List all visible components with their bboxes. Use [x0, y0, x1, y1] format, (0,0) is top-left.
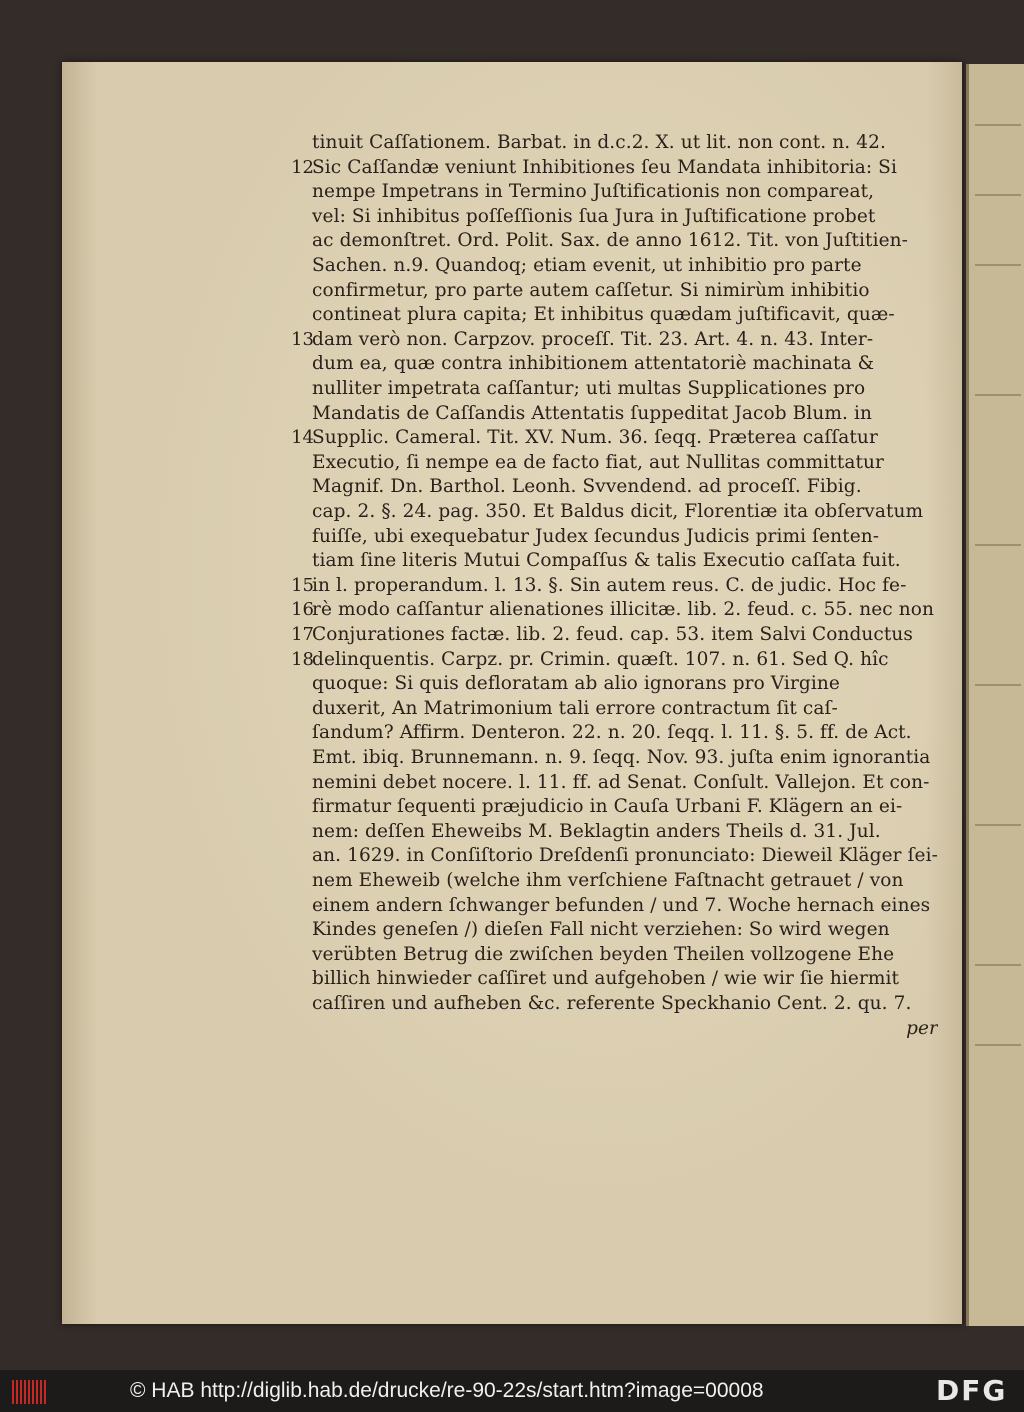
text-line: nempe Impetrans in Termino Juſtificationis non compareat,	[312, 181, 875, 203]
margin-number: 12	[291, 156, 314, 178]
margin-number: 13	[291, 328, 314, 350]
footer-bar	[0, 1370, 1024, 1412]
book-page	[62, 62, 962, 1324]
margin-number: 14	[291, 427, 314, 449]
text-line: Executio, ſi nempe ea de facto fiat, aut Nullitas committatur	[312, 451, 884, 473]
dfg-logo: DFG	[936, 1374, 1008, 1407]
text-line: einem andern ſchwanger befunden / und 7. Woche hernach eines	[312, 894, 931, 916]
text-line: ac demonſtret. Ord. Polit. Sax. de anno 1612. Tit. von Juſtitien-	[312, 230, 909, 252]
text-line: Emt. ibiq. Brunnemann. n. 9. ſeqq. Nov. 93. juſta enim ignorantia	[312, 747, 931, 768]
text-line: nemini debet nocere. l. 11. ff. ad Senat. Conſult. Vallejon. Et con-	[312, 771, 930, 793]
text-line: ſandum? Affirm. Denteron. 22. n. 20. ſeqq. l. 11. §. 5. ff. de Act.	[312, 722, 912, 744]
text-line: Kindes geneſen /) dieſen Fall nicht verziehen: So wird wegen	[312, 919, 890, 941]
text-line: tinuit Caſſationem. Barbat. in d.c.2. X. ut lit. non cont. n. 42.	[312, 132, 886, 153]
adjacent-page-edge	[966, 64, 1024, 1326]
text-line: tiam ſine literis Mutui Compaſſus & talis Executio caſſata fuit.	[312, 550, 901, 572]
text-line: an. 1629. in Conſiſtorio Dreſdenſi pronunciato: Dieweil Kläger ſei-	[312, 845, 938, 867]
text-line: firmatur ſequenti præjudicio in Cauſa Urbani F. Klägern an ei-	[312, 796, 903, 818]
text-line: rè modo caſſantur alienationes illicitæ. lib. 2. feud. c. 55. nec non	[312, 599, 935, 621]
text-line: delinquentis. Carpz. pr. Crimin. quæſt. 107. n. 61. Sed Q. hîc	[312, 648, 889, 670]
text-line: confirmetur, pro parte autem caſſetur. Si nimirùm inhibitio	[312, 279, 870, 301]
text-line: nem: deſſen Eheweibs M. Beklagtin anders Theils d. 31. Jul.	[312, 820, 881, 842]
text-line: verübten Betrug die zwiſchen beyden Theilen vollzogene Ehe	[312, 943, 895, 965]
text-line: Mandatis de Caſſandis Attentatis ſuppeditat Jacob Blum. in	[312, 402, 873, 424]
text-line: duxerit, An Matrimonium tali errore contractum ſit caſ-	[312, 697, 838, 719]
text-line: Conjurationes factæ. lib. 2. feud. cap. 53. item Salvi Conductus	[312, 624, 914, 645]
text-line: nem Eheweib (welche ihm verſchiene Faſtnacht getrauet / von	[312, 870, 904, 891]
text-line: vel: Si inhibitus poſſeſſionis ſua Jura in Juſtificatione probet	[312, 205, 876, 227]
text-line: quoque: Si quis defloratam ab alio ignorans pro Virgine	[312, 673, 840, 695]
credit-link[interactable]: © HAB http://diglib.hab.de/drucke/re-90-22s/start.htm?image=00008	[130, 1379, 764, 1402]
margin-number: 15	[291, 574, 314, 596]
text-line: in l. properandum. l. 13. §. Sin autem reus. C. de judic. Hoc fe-	[312, 574, 907, 596]
text-line: cap. 2. §. 24. pag. 350. Et Baldus dicit, Florentiæ ita obſervatum	[312, 501, 924, 522]
text-line: caſſiren und aufheben &c. referente Speckhanio Cent. 2. qu. 7.	[312, 993, 912, 1014]
text-line: fuiſſe, ubi exequebatur Judex ſecundus Judicis primi ſenten-	[312, 525, 880, 547]
text-line: Supplic. Cameral. Tit. XV. Num. 36. ſeqq. Præterea caſſatur	[312, 427, 878, 449]
margin-number: 17	[291, 624, 314, 645]
margin-number: 18	[291, 648, 314, 670]
catchword: per	[906, 1017, 938, 1039]
text-line: Sachen. n.9. Quandoq; etiam evenit, ut inhibitio pro parte	[312, 255, 862, 276]
text-line: billich hinwieder caſſiret und aufgehoben / wie wir ſie hiermit	[312, 968, 900, 990]
hab-barcode-icon	[12, 1380, 48, 1404]
text-line: Sic Caſſandæ veniunt Inhibitiones ſeu Mandata inhibitoria: Si	[312, 156, 897, 178]
text-line: dam verò non. Carpzov. proceſſ. Tit. 23. Art. 4. n. 43. Inter-	[312, 328, 874, 350]
text-line: Magnif. Dn. Barthol. Leonh. Svvendend. ad proceſſ. Fibig.	[312, 476, 862, 498]
page-text-block	[62, 62, 962, 1324]
margin-number: 16	[291, 599, 314, 621]
text-line: contineat plura capita; Et inhibitus quædam juſtificavit, quæ-	[312, 304, 895, 326]
text-line: nulliter impetrata caſſantur; uti multas Supplicationes pro	[312, 378, 866, 399]
text-line: dum ea, quæ contra inhibitionem attentatoriè machinata &	[312, 353, 875, 375]
